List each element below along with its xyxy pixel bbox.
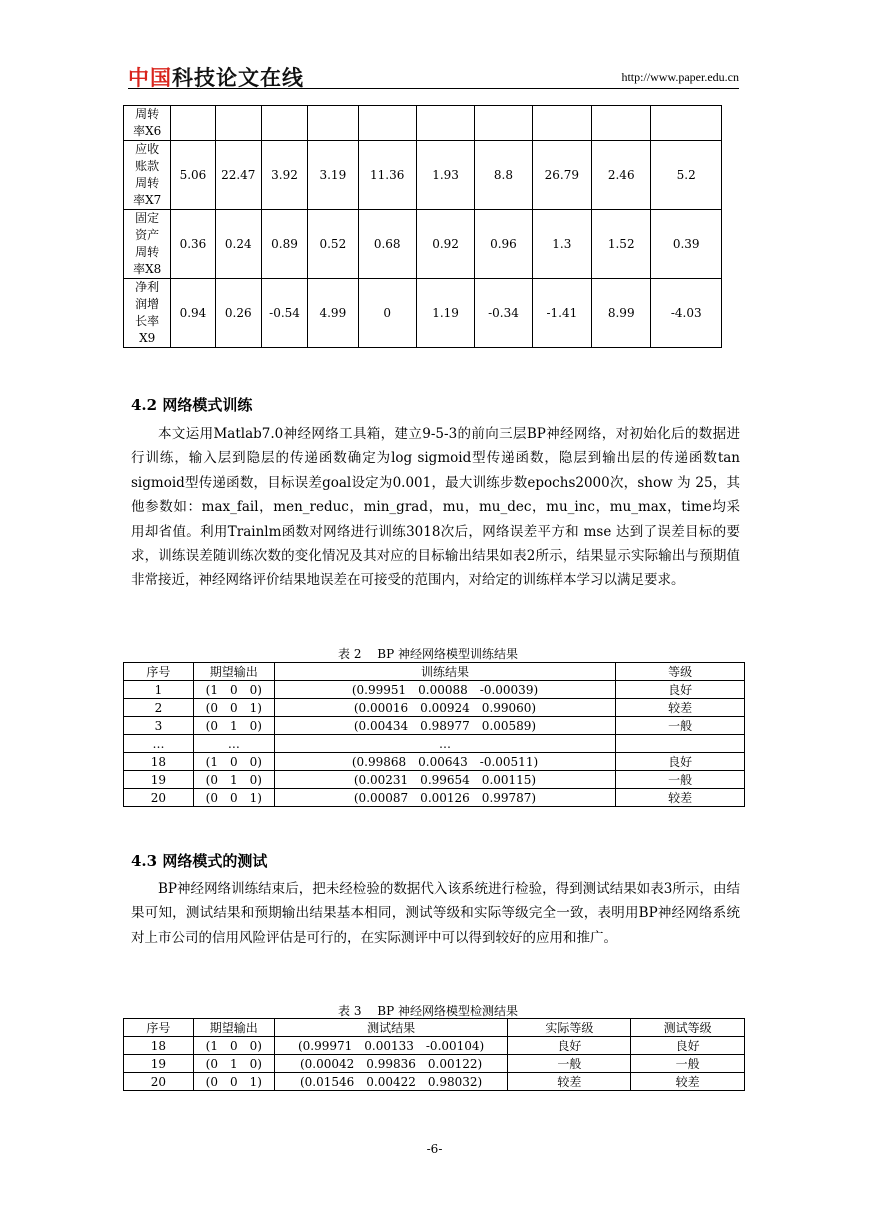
- table-cell: (0.00016 0.00924 0.99060): [274, 699, 616, 717]
- table-cell: [308, 106, 358, 141]
- table-header-row: [124, 1019, 745, 1037]
- table-cell: (0.00042 0.99836 0.00122): [274, 1055, 508, 1073]
- training-results-table: [123, 662, 745, 807]
- table-row: [124, 681, 745, 699]
- row-label-line: 周转: [135, 107, 160, 121]
- table-cell: [532, 106, 591, 141]
- table-cell: [261, 106, 307, 141]
- row-label-line: 周转: [135, 245, 160, 259]
- row-label-line: 率X6: [133, 124, 162, 138]
- table-cell: [475, 106, 532, 141]
- table-cell: [651, 106, 722, 141]
- table-cell: [416, 106, 474, 141]
- row-label: [124, 210, 171, 279]
- row-label-line: 长率: [135, 314, 160, 328]
- column-header: 测试等级: [631, 1019, 745, 1037]
- row-label-line: 固定: [135, 211, 160, 225]
- table-cell: (0.01546 0.00422 0.98032): [274, 1073, 508, 1091]
- indicator-table: [123, 105, 722, 348]
- table-cell: (0 0 1): [193, 699, 274, 717]
- table-cell: 0.39: [651, 210, 722, 279]
- table-cell: 良好: [631, 1037, 745, 1055]
- table-cell: (0 1 0): [193, 717, 274, 735]
- table-cell: (1 0 0): [193, 681, 274, 699]
- table-cell: 1: [124, 681, 194, 699]
- table-row: [124, 717, 745, 735]
- table-cell: 22.47: [215, 141, 261, 210]
- table-row: [124, 1055, 745, 1073]
- table-cell: 0.68: [358, 210, 416, 279]
- table-cell: 0.24: [215, 210, 261, 279]
- table-cell: (0.00087 0.00126 0.99787): [274, 789, 616, 807]
- table-cell: 18: [124, 1037, 194, 1055]
- row-label-line: 应收: [135, 142, 160, 156]
- section-4-3-paragraph: BP神经网络训练结束后，把未经检验的数据代入该系统进行检验，得到测试结果如表3所示，由结果可知，测试结果和预期输出结果基本相同，测试等级和实际等级完全一致，表明用BP神经网络系统对上市公司的信用风险评估是可行的，在实际测评中可以得到较好的应用和推广。: [131, 881, 740, 946]
- table-cell: [358, 106, 416, 141]
- table-cell: …: [124, 735, 194, 753]
- table-cell: 一般: [508, 1055, 631, 1073]
- table2-caption: 表 2 BP 神经网络模型训练结果: [338, 647, 518, 661]
- table-cell: 3.19: [308, 141, 358, 210]
- table-cell: 0.26: [215, 279, 261, 348]
- table-cell: [215, 106, 261, 141]
- table-cell: (0 1 0): [193, 771, 274, 789]
- table-cell: -4.03: [651, 279, 722, 348]
- table-row: [124, 753, 745, 771]
- table-cell: 11.36: [358, 141, 416, 210]
- table-cell: 1.52: [592, 210, 651, 279]
- table-cell: 19: [124, 771, 194, 789]
- table-cell: 0.92: [416, 210, 474, 279]
- column-header: 测试结果: [274, 1019, 508, 1037]
- table-cell: 18: [124, 753, 194, 771]
- table3-caption: 表 3 BP 神经网络模型检测结果: [338, 1004, 518, 1018]
- table-cell: 良好: [616, 681, 745, 699]
- section-4-2-paragraph: 本文运用Matlab7.0神经网络工具箱，建立9-5-3的前向三层BP神经网络，对初始化后的数据进行训练，输入层到隐层的传递函数确定为log sigmoid型传递函数，隐层到输出层的传递函数tan sigmoid型传递函数，目标误差goal设定为0.001，最大训练步数epochs2000次，show 为 25，其他参数如：max_fail，men_reduc，min_grad，mu，mu_dec，mu_inc，mu_max，time均采用却省值。利用Trainlm函数对网络进行训练3018次后，网络误差平方和 mse 达到了误差目标的要求，训练误差随训练次数的变化情况及其对应的目标输出结果如表2所示，结果显示实际输出与预期值非常接近，神经网络评价结果地误差在可接受的范围内，对给定的训练样本学习以满足要求。: [131, 426, 740, 589]
- row-label-line: 率X8: [133, 262, 162, 276]
- table-cell: 一般: [616, 771, 745, 789]
- site-logo: 中国科技论文在线: [128, 66, 304, 90]
- table-cell: (0.99971 0.00133 -0.00104): [274, 1037, 508, 1055]
- row-label-line: 率X7: [133, 193, 162, 207]
- table-cell: (0.00434 0.98977 0.00589): [274, 717, 616, 735]
- table-cell: 8.8: [475, 141, 532, 210]
- table-cell: 0.96: [475, 210, 532, 279]
- table-cell: 20: [124, 1073, 194, 1091]
- table-cell: 1.93: [416, 141, 474, 210]
- column-header: 期望输出: [193, 663, 274, 681]
- table-cell: 一般: [631, 1055, 745, 1073]
- row-label: [124, 106, 171, 141]
- table-cell: 0.36: [171, 210, 215, 279]
- section-heading-4-3: 4.3 网络模式的测试: [131, 852, 268, 870]
- table-cell: -0.54: [261, 279, 307, 348]
- column-header: 实际等级: [508, 1019, 631, 1037]
- row-label-line: 账款: [135, 159, 160, 173]
- table-cell: 2.46: [592, 141, 651, 210]
- table-cell: (0 0 1): [193, 1073, 274, 1091]
- header-url[interactable]: http://www.paper.edu.cn: [621, 70, 739, 84]
- table-cell: (0 0 1): [193, 789, 274, 807]
- table-cell: 5.2: [651, 141, 722, 210]
- row-label: [124, 141, 171, 210]
- row-label-line: 净利: [135, 280, 160, 294]
- table-cell: 1.3: [532, 210, 591, 279]
- column-header: 训练结果: [274, 663, 616, 681]
- table-cell: 较差: [616, 699, 745, 717]
- table-cell: 2: [124, 699, 194, 717]
- table-cell: 3: [124, 717, 194, 735]
- table-cell: (1 0 0): [193, 1037, 274, 1055]
- table-cell: -1.41: [532, 279, 591, 348]
- table-row: [124, 699, 745, 717]
- table-cell: (0 1 0): [193, 1055, 274, 1073]
- page-number: -6-: [426, 1142, 443, 1156]
- row-label-line: 润增: [135, 297, 160, 311]
- table-cell: 一般: [616, 717, 745, 735]
- table-cell: 良好: [616, 753, 745, 771]
- table-cell: 0.89: [261, 210, 307, 279]
- column-header: 期望输出: [193, 1019, 274, 1037]
- table-row: [124, 1073, 745, 1091]
- table-cell: 3.92: [261, 141, 307, 210]
- table-cell: -0.34: [475, 279, 532, 348]
- page-header: [128, 60, 739, 89]
- table-cell: (0.99951 0.00088 -0.00039): [274, 681, 616, 699]
- table-cell: 0.94: [171, 279, 215, 348]
- table-row: [124, 771, 745, 789]
- table-cell: 较差: [616, 789, 745, 807]
- table-cell: 0: [358, 279, 416, 348]
- table-row: [124, 106, 722, 141]
- row-label-line: 资产: [135, 228, 160, 242]
- table-cell: …: [193, 735, 274, 753]
- table-cell: 26.79: [532, 141, 591, 210]
- table-row: [124, 279, 722, 348]
- table-row: [124, 141, 722, 210]
- table-row: [124, 789, 745, 807]
- row-label: [124, 279, 171, 348]
- table-cell: (0.00231 0.99654 0.00115): [274, 771, 616, 789]
- table-cell: 19: [124, 1055, 194, 1073]
- test-results-table: [123, 1018, 745, 1091]
- table-cell: 8.99: [592, 279, 651, 348]
- table-cell: 0.52: [308, 210, 358, 279]
- table-header-row: [124, 663, 745, 681]
- table-row: [124, 735, 745, 753]
- table-row: [124, 1037, 745, 1055]
- table-cell: [171, 106, 215, 141]
- table-cell: 5.06: [171, 141, 215, 210]
- table-cell: [616, 735, 745, 753]
- table-row: [124, 210, 722, 279]
- table-cell: 较差: [631, 1073, 745, 1091]
- table-cell: 良好: [508, 1037, 631, 1055]
- table-cell: 20: [124, 789, 194, 807]
- table-cell: (0.99868 0.00643 -0.00511): [274, 753, 616, 771]
- column-header: 序号: [124, 1019, 194, 1037]
- row-label-line: X9: [139, 331, 156, 345]
- table-cell: 1.19: [416, 279, 474, 348]
- table-cell: (1 0 0): [193, 753, 274, 771]
- table-cell: [592, 106, 651, 141]
- row-label-line: 周转: [135, 176, 160, 190]
- column-header: 序号: [124, 663, 194, 681]
- column-header: 等级: [616, 663, 745, 681]
- table-cell: …: [274, 735, 616, 753]
- table-cell: 较差: [508, 1073, 631, 1091]
- section-heading-4-2: 4.2 网络模式训练: [131, 396, 253, 414]
- table-cell: 4.99: [308, 279, 358, 348]
